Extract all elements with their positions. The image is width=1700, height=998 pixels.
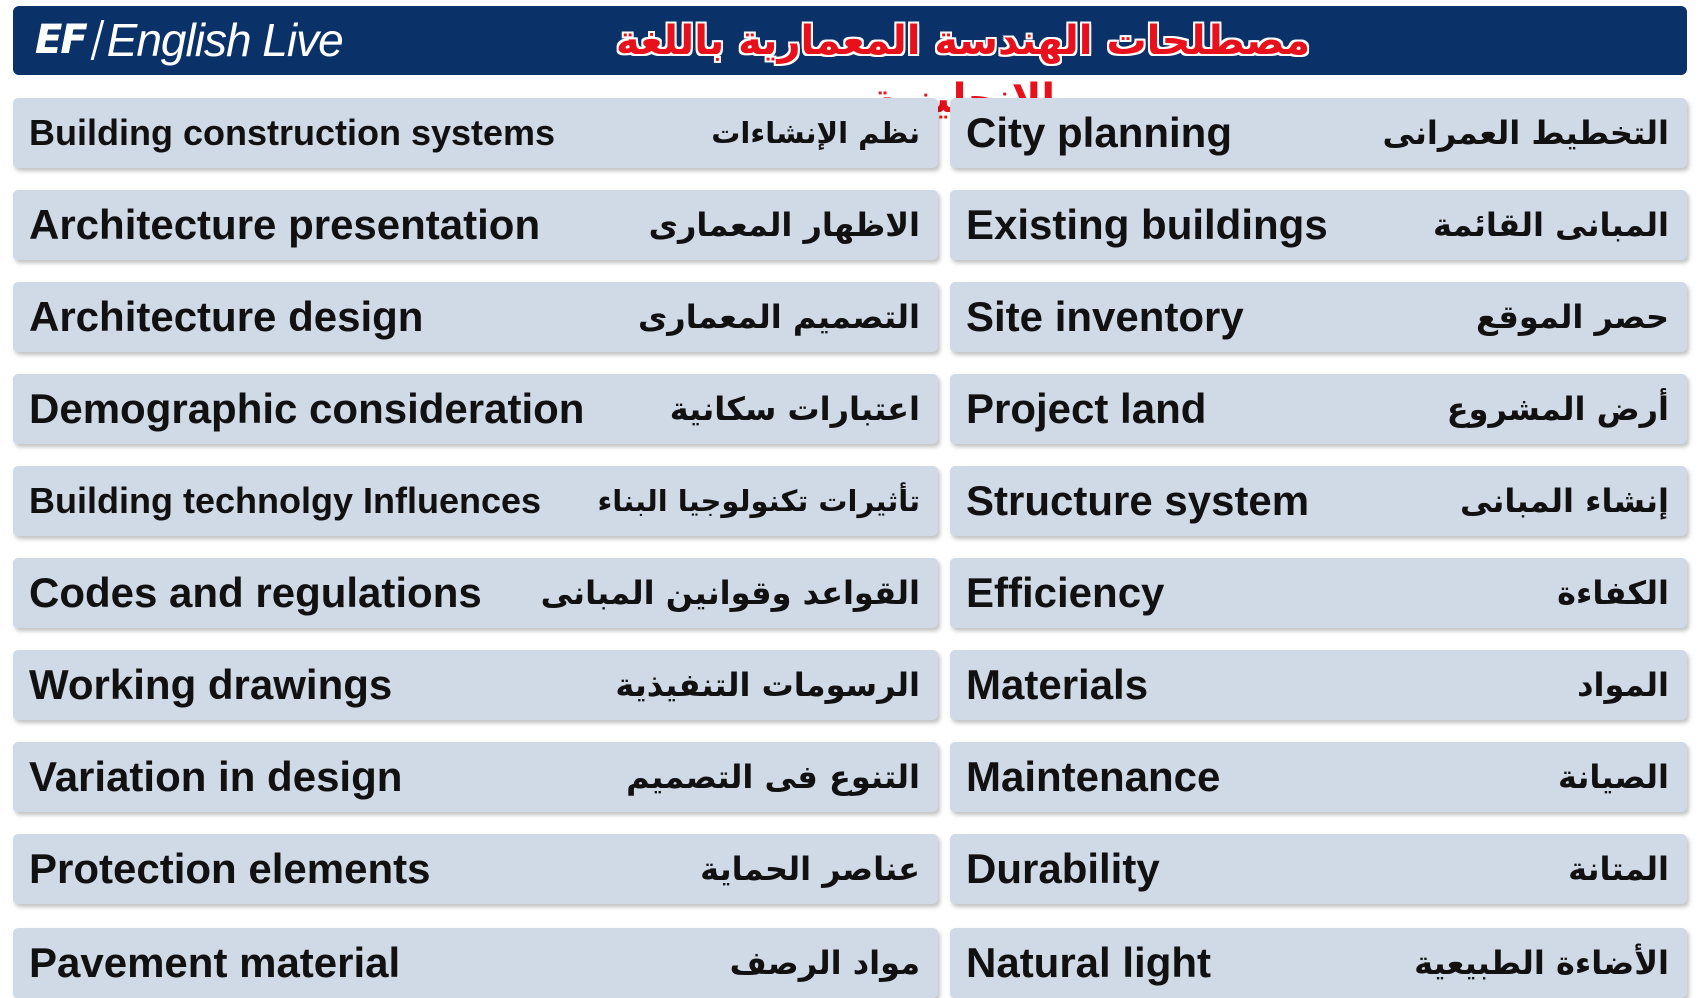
- term-arabic: أرض المشروع: [1446, 390, 1669, 428]
- term-row: [13, 650, 938, 720]
- page-title: مصطلحات الهندسة المعمارية باللغة: [616, 18, 1310, 64]
- term-arabic: التخطيط العمرانى: [1382, 114, 1669, 152]
- term-row: [13, 742, 938, 812]
- term-row: [950, 98, 1687, 168]
- term-arabic: حصر الموقع: [1476, 298, 1669, 336]
- term-arabic: المبانى القائمة: [1433, 206, 1669, 244]
- term-arabic: الاظهار المعمارى: [648, 206, 920, 244]
- term-row: [13, 98, 938, 168]
- term-arabic: تأثيرات تكنولوجيا البناء: [597, 484, 920, 518]
- term-english: Architecture design: [29, 293, 424, 340]
- term-english: Durability: [966, 845, 1160, 892]
- logo-separator: [90, 20, 104, 60]
- term-row: [950, 190, 1687, 260]
- term-english: Project land: [966, 385, 1207, 432]
- term-english: Pavement material: [29, 939, 401, 986]
- term-arabic: نظم الإنشاءات: [711, 116, 920, 150]
- term-row: [13, 374, 938, 444]
- term-row: [13, 466, 938, 536]
- term-english: Building technolgy Influences: [29, 480, 542, 521]
- term-english: Maintenance: [966, 753, 1221, 800]
- term-arabic: الكفاءة: [1557, 574, 1669, 612]
- term-row: [950, 928, 1687, 998]
- term-row: [950, 650, 1687, 720]
- term-english: Site inventory: [966, 293, 1244, 340]
- term-arabic: مواد الرصف: [729, 944, 920, 982]
- term-english: Efficiency: [966, 569, 1165, 616]
- term-arabic: التنوع فى التصميم: [626, 758, 920, 796]
- term-english: City planning: [966, 109, 1232, 156]
- term-arabic: إنشاء المبانى: [1460, 482, 1669, 520]
- term-english: Codes and regulations: [29, 569, 482, 616]
- term-row: [950, 466, 1687, 536]
- term-row: [950, 834, 1687, 904]
- term-row: [950, 282, 1687, 352]
- term-arabic: الأضاءة الطبيعية: [1414, 944, 1669, 982]
- logo-mark: EF: [35, 17, 86, 63]
- term-arabic: القواعد وقوانين المبانى: [540, 574, 920, 612]
- ef-english-live-logo: [35, 14, 343, 66]
- term-row: [13, 558, 938, 628]
- term-arabic: اعتبارات سكانية: [669, 390, 920, 428]
- term-english: Working drawings: [29, 661, 393, 708]
- logo-text: English Live: [106, 14, 343, 66]
- term-row: [13, 190, 938, 260]
- term-row: [13, 834, 938, 904]
- term-arabic: المتانة: [1568, 850, 1669, 888]
- term-arabic: الصيانة: [1557, 758, 1669, 796]
- term-english: Existing buildings: [966, 201, 1328, 248]
- term-arabic: المواد: [1577, 666, 1669, 704]
- term-arabic: التصميم المعمارى: [637, 298, 920, 336]
- term-english: Demographic consideration: [29, 385, 585, 432]
- term-row: [950, 558, 1687, 628]
- term-english: Protection elements: [29, 845, 431, 892]
- term-english: Natural light: [966, 939, 1212, 986]
- term-english: Architecture presentation: [29, 201, 541, 248]
- term-english: Variation in design: [29, 753, 403, 800]
- header-banner: [13, 6, 1687, 75]
- term-row: [950, 742, 1687, 812]
- term-arabic: عناصر الحماية: [700, 850, 920, 888]
- term-arabic: الرسومات التنفيذية: [615, 666, 920, 704]
- term-row: [13, 282, 938, 352]
- term-english: Materials: [966, 661, 1149, 708]
- term-row: [950, 374, 1687, 444]
- term-english: Building construction systems: [29, 112, 556, 153]
- term-english: Structure system: [966, 477, 1310, 524]
- term-row: [13, 928, 938, 998]
